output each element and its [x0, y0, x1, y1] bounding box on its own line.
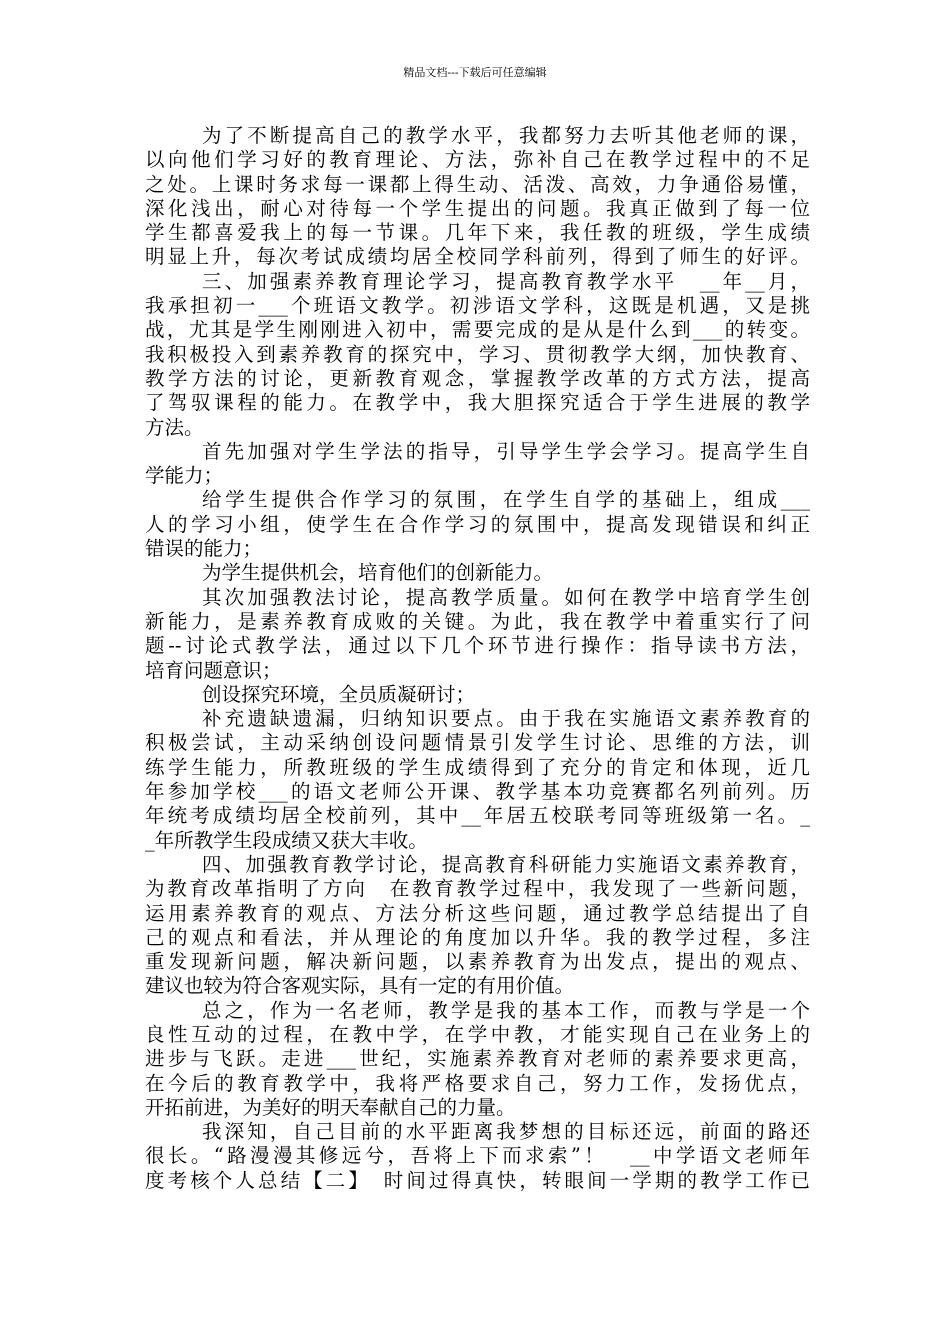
- text-line: 开拓前进，为美好的明天奉献自己的力量。: [145, 1095, 516, 1119]
- text-line: 在今后的教育教学中，我将严格要求自己，努力工作，发扬优点，: [145, 1071, 810, 1095]
- text-line: 学能力；: [145, 464, 224, 488]
- text-line: 题--讨论式教学法，通过以下几个环节进行操作：指导读书方法，: [145, 634, 810, 658]
- text-line: 为教育改革指明了方向 在教育教学过程中，我发现了一些新问题，: [145, 877, 810, 901]
- text-line: 其次加强教法讨论，提高教学质量。如何在教学中培育学生创: [202, 585, 810, 609]
- text-line: 己的观点和看法，并从理论的角度加以升华。我的教学过程，多注: [145, 925, 810, 949]
- text-line: 年统考成绩均居全校前列，其中__年居五校联考同等班级第一名。_: [145, 804, 810, 828]
- text-line: 运用素养教育的观点、方法分析这些问题，通过教学总结提出了自: [145, 901, 810, 925]
- text-line: 方法。: [145, 415, 204, 439]
- text-line: 培育问题意识；: [145, 658, 282, 682]
- text-line: 我承担初一___个班语文教学。初涉语文学科，这既是机遇，又是挑: [145, 294, 810, 318]
- text-line: 教学方法的讨论，更新教育观念，掌握教学改革的方式方法，提高: [145, 366, 810, 390]
- text-line: 战，尤其是学生刚刚进入初中，需要完成的是从是什么到___的转变。: [145, 318, 810, 342]
- text-line: 度考核个人总结【二】 时间过得真快，转眼间一学期的教学工作已: [145, 1168, 810, 1192]
- text-line: _年所教学生段成绩又获大丰收。: [145, 828, 428, 852]
- text-line: 很长。“路漫漫其修远兮，吾将上下而求索”！ __中学语文老师年: [145, 1144, 810, 1168]
- text-line: 错误的能力；: [145, 537, 263, 561]
- text-line: 创设探究环境，全员质凝研讨；: [202, 682, 476, 706]
- document-body: [145, 124, 810, 1193]
- text-line: 之处。上课时务求每一课都上得生动、活泼、高效，力争通俗易懂，: [145, 172, 810, 196]
- text-line: 总之，作为一名老师，教学是我的基本工作，而教与学是一个: [202, 998, 810, 1022]
- text-line: 年参加学校___的语文老师公开课、教学基本功竞赛都名列前列。历: [145, 780, 810, 804]
- text-line: 了驾驭课程的能力。在教学中，我大胆探究适合于学生进展的教学: [145, 391, 810, 415]
- text-line: 四、加强教育教学讨论，提高教育科研能力实施语文素养教育，: [202, 852, 810, 876]
- text-line: 学生都喜爱我上的每一节课。几年下来，我任教的班级，学生成绩: [145, 221, 810, 245]
- text-line: 三、加强素养教育理论学习，提高教育教学水平 __年__月，: [202, 269, 810, 293]
- text-line: 新能力，是素养教育成败的关键。为此，我在教学中着重实行了问: [145, 609, 810, 633]
- text-line: 为了不断提高自己的教学水平，我都努力去听其他老师的课，: [202, 124, 810, 147]
- text-line: 补充遗缺遗漏，归纳知识要点。由于我在实施语文素养教育的: [202, 707, 810, 731]
- text-line: 积极尝试，主动采纳创设问题情景引发学生讨论、思维的方法，训: [145, 731, 810, 755]
- text-line: 为学生提供机会，培育他们的创新能力。: [202, 561, 554, 585]
- text-line: 重发现新问题，解决新问题，以素养教育为出发点，提出的观点、: [145, 950, 810, 974]
- text-line: 练学生能力，所教班级的学生成绩得到了充分的肯定和体现，近几: [145, 755, 810, 779]
- text-line: 进步与飞跃。走进___世纪，实施素养教育对老师的素养要求更高，: [145, 1047, 810, 1071]
- text-line: 我积极投入到素养教育的探究中，学习、贯彻教学大纲，加快教育、: [145, 342, 810, 366]
- text-line: 首先加强对学生学法的指导，引导学生学会学习。提高学生自: [202, 439, 810, 463]
- text-line: 深化浅出，耐心对待每一个学生提出的问题。我真正做到了每一位: [145, 196, 810, 220]
- text-line: 良性互动的过程，在教中学，在学中教，才能实现自己在业务上的: [145, 1022, 810, 1046]
- page-header: 精品文档---下载后可任意编辑: [403, 66, 547, 79]
- text-line: 人的学习小组，使学生在合作学习的氛围中，提高发现错误和纠正: [145, 512, 810, 536]
- text-line: 以向他们学习好的教育理论、方法，弥补自己在教学过程中的不足: [145, 148, 810, 172]
- text-line: 我深知，自己目前的水平距离我梦想的目标还远，前面的路还: [202, 1120, 810, 1144]
- text-line: 明显上升，每次考试成绩均居全校同学科前列，得到了师生的好评。: [145, 245, 810, 269]
- text-line: 建议也较为符合客观实际，具有一定的有用价值。: [145, 974, 575, 998]
- text-line: 给学生提供合作学习的氛围，在学生自学的基础上，组成___: [202, 488, 810, 512]
